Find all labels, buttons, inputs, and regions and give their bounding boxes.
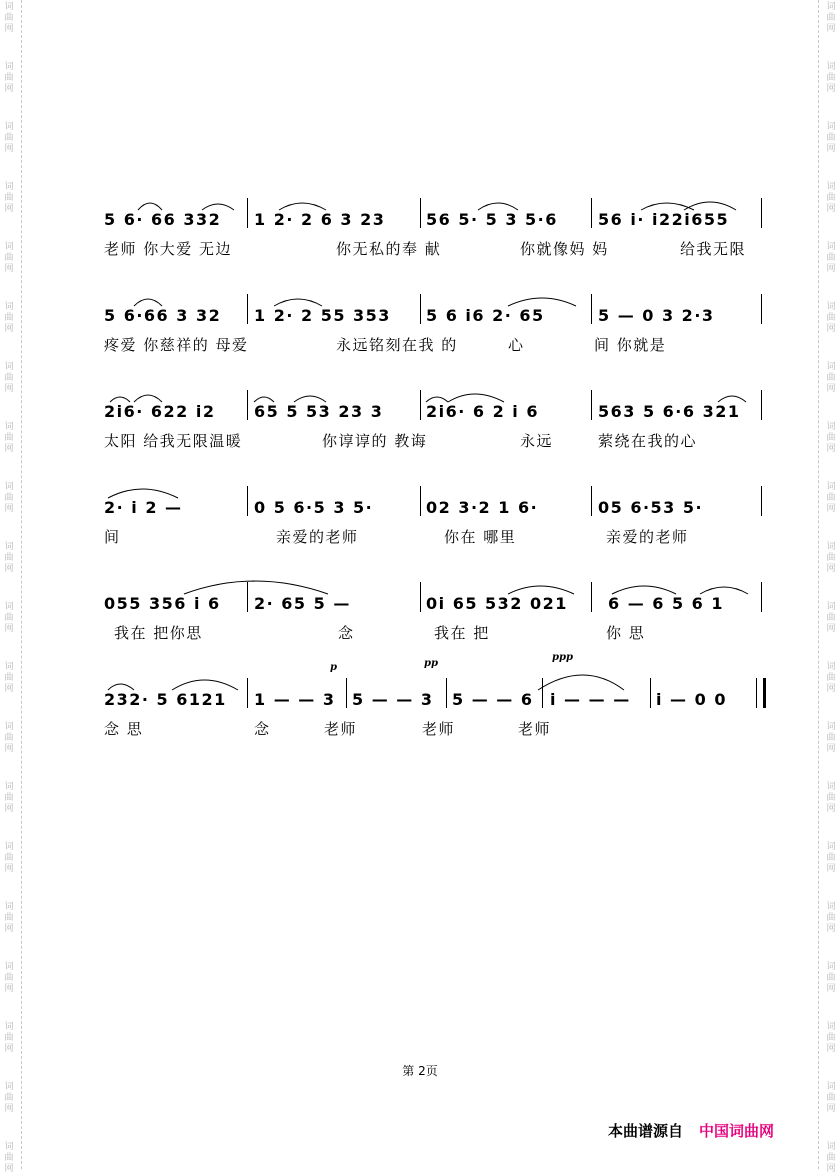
notation-line	[104, 208, 764, 232]
score-row-1	[104, 208, 764, 268]
watermark-text: 词 曲 网	[826, 962, 836, 994]
source-attribution	[608, 1120, 774, 1141]
lyrics-line	[104, 334, 764, 356]
measure: i — 0 0	[656, 690, 727, 709]
watermark-text: 词 曲 网	[4, 782, 14, 814]
score-row-2	[104, 304, 764, 364]
watermark-text: 词 曲 网	[826, 902, 836, 934]
watermark-text: 词 曲 网	[4, 1142, 14, 1174]
final-bar-line	[756, 678, 766, 708]
bar-line	[420, 390, 421, 420]
watermark-text: 词 曲 网	[826, 242, 836, 274]
lyric: 疼爱 你慈祥的 母爱	[104, 336, 249, 354]
dynamic-pp: pp	[424, 658, 438, 669]
lyric: 我在 把	[434, 624, 490, 642]
watermark-text: 词 曲 网	[4, 542, 14, 574]
lyric: 你 思	[606, 624, 646, 642]
measure: 6 — 6 5 6 1	[608, 594, 725, 613]
lyric: 间	[104, 528, 121, 546]
lyric: 心	[508, 336, 525, 354]
lyric: 你谆谆的 教诲	[322, 432, 428, 450]
lyric: 太阳 给我无限温暖	[104, 432, 243, 450]
watermark-text: 词 曲 网	[4, 302, 14, 334]
measure: 563 5 6·6 321	[598, 402, 741, 421]
bar-line	[247, 294, 248, 324]
measure: 56 5· 5 3 5·6	[426, 210, 558, 229]
watermark-text: 词 曲 网	[826, 1142, 836, 1174]
source-brand-link[interactable]: 中国词曲网	[699, 1122, 775, 1140]
lyric: 亲爱的老师	[276, 528, 359, 546]
lyric: 老师	[324, 720, 358, 738]
measure: 5 6·66 3 32	[104, 306, 222, 325]
bar-line	[591, 486, 592, 516]
source-label: 本曲谱源自	[608, 1122, 684, 1140]
lyric: 念	[254, 720, 271, 738]
lyric: 我在 把你思	[114, 624, 203, 642]
measure: 5 — 0 3 2·3	[598, 306, 715, 325]
bar-line	[420, 294, 421, 324]
notation-line	[104, 400, 764, 424]
page-number: 第 2页	[402, 1064, 438, 1078]
watermark-text: 词 曲 网	[826, 482, 836, 514]
measure: 2i6· 622 i2	[104, 402, 216, 421]
watermark-text: 词 曲 网	[4, 722, 14, 754]
watermark-text: 词 曲 网	[4, 1082, 14, 1114]
watermark-text: 词 曲 网	[4, 962, 14, 994]
bar-line	[247, 678, 248, 708]
watermark-text: 词 曲 网	[826, 602, 836, 634]
measure: 1 — — 3	[254, 690, 336, 709]
watermark-text: 词 曲 网	[4, 602, 14, 634]
measure: 5 — — 3	[352, 690, 434, 709]
bar-line	[247, 582, 248, 612]
watermark-text: 词 曲 网	[4, 242, 14, 274]
watermark-text: 词 曲 网	[826, 722, 836, 754]
measure: 5 6 i6 2· 65	[426, 306, 545, 325]
watermark-text: 词 曲 网	[4, 362, 14, 394]
notation-line	[104, 304, 764, 328]
watermark-text: 词 曲 网	[826, 542, 836, 574]
watermark-text: 词 曲 网	[4, 662, 14, 694]
watermark-text: 词 曲 网	[4, 62, 14, 94]
lyrics-line	[104, 238, 764, 260]
measure: 56 i· i22i655	[598, 210, 730, 229]
lyric: 给我无限	[680, 240, 747, 258]
watermark-text: 词 曲 网	[826, 782, 836, 814]
bar-line	[247, 390, 248, 420]
score-row-6	[104, 652, 764, 748]
measure: 2· 65 5 —	[254, 594, 351, 613]
lyrics-line	[104, 718, 764, 740]
dynamic-ppp: ppp	[552, 652, 573, 663]
notation-line	[104, 688, 764, 712]
lyric: 你无私的奉 献	[336, 240, 442, 258]
bar-line	[247, 198, 248, 228]
watermark-text: 词 曲 网	[826, 842, 836, 874]
measure: 1 2· 2 6 3 23	[254, 210, 386, 229]
bar-line	[650, 678, 651, 708]
lyrics-line	[104, 622, 764, 644]
watermark-text: 词 曲 网	[4, 182, 14, 214]
measure: 055 356 i 6	[104, 594, 221, 613]
watermark-text: 词 曲 网	[4, 2, 14, 34]
watermark-text: 词 曲 网	[826, 182, 836, 214]
measure: 02 3·2 1 6·	[426, 498, 539, 517]
bar-line	[761, 582, 762, 612]
bar-line	[591, 582, 592, 612]
measure: 0i 65 532 021	[426, 594, 568, 613]
measure: 0 5 6·5 3 5·	[254, 498, 374, 517]
lyric: 亲爱的老师	[606, 528, 689, 546]
bar-line	[420, 486, 421, 516]
measure: 05 6·53 5·	[598, 498, 704, 517]
bar-line	[761, 294, 762, 324]
bar-line	[346, 678, 347, 708]
lyric: 老师	[422, 720, 456, 738]
lyric: 间 你就是	[594, 336, 667, 354]
lyric: 老师	[518, 720, 552, 738]
bar-line	[446, 678, 447, 708]
bar-line	[761, 390, 762, 420]
watermark-text: 词 曲 网	[826, 122, 836, 154]
bar-line	[761, 486, 762, 516]
bar-line	[420, 198, 421, 228]
score-row-3	[104, 400, 764, 460]
watermark-text: 词 曲 网	[4, 422, 14, 454]
watermark-text: 词 曲 网	[826, 1082, 836, 1114]
bar-line	[420, 582, 421, 612]
notation-line	[104, 496, 764, 520]
measure: 1 2· 2 55 353	[254, 306, 391, 325]
measure: 5 6· 66 332	[104, 210, 222, 229]
bar-line	[542, 678, 543, 708]
watermark-text: 词 曲 网	[4, 902, 14, 934]
lyrics-line	[104, 430, 764, 452]
score-row-4	[104, 496, 764, 556]
measure: 65 5 53 23 3	[254, 402, 384, 421]
watermark-text: 词 曲 网	[826, 362, 836, 394]
bar-line	[591, 390, 592, 420]
lyric: 你就像妈 妈	[520, 240, 609, 258]
watermark-text: 词 曲 网	[826, 1022, 836, 1054]
watermark-text: 词 曲 网	[826, 302, 836, 334]
lyric: 念	[338, 624, 355, 642]
bar-line	[761, 198, 762, 228]
bar-line	[247, 486, 248, 516]
measure: i — — —	[550, 690, 631, 709]
lyric: 永远铭刻在我 的	[336, 336, 458, 354]
lyric: 你在 哪里	[444, 528, 517, 546]
watermark-text: 词 曲 网	[826, 422, 836, 454]
watermark-text: 词 曲 网	[4, 1022, 14, 1054]
bar-line	[591, 198, 592, 228]
lyric: 永远	[520, 432, 554, 450]
dynamic-p: p	[330, 662, 337, 673]
measure: 2i6· 6 2 i 6	[426, 402, 539, 421]
score-row-5	[104, 592, 764, 652]
lyric: 念 思	[104, 720, 144, 738]
notation-line	[104, 592, 764, 616]
lyrics-line	[104, 526, 764, 548]
measure: 2· i 2 —	[104, 498, 183, 517]
measure: 232· 5 6121	[104, 690, 227, 709]
watermark-text: 词 曲 网	[826, 662, 836, 694]
watermark-text: 词 曲 网	[4, 842, 14, 874]
watermark-text: 词 曲 网	[4, 482, 14, 514]
measure: 5 — — 6	[452, 690, 534, 709]
watermark-text: 词 曲 网	[4, 122, 14, 154]
watermark-text: 词 曲 网	[826, 62, 836, 94]
lyric: 萦绕在我的心	[598, 432, 698, 450]
bar-line	[591, 294, 592, 324]
watermark-text: 词 曲 网	[826, 2, 836, 34]
lyric: 老师 你大爱 无边	[104, 240, 233, 258]
